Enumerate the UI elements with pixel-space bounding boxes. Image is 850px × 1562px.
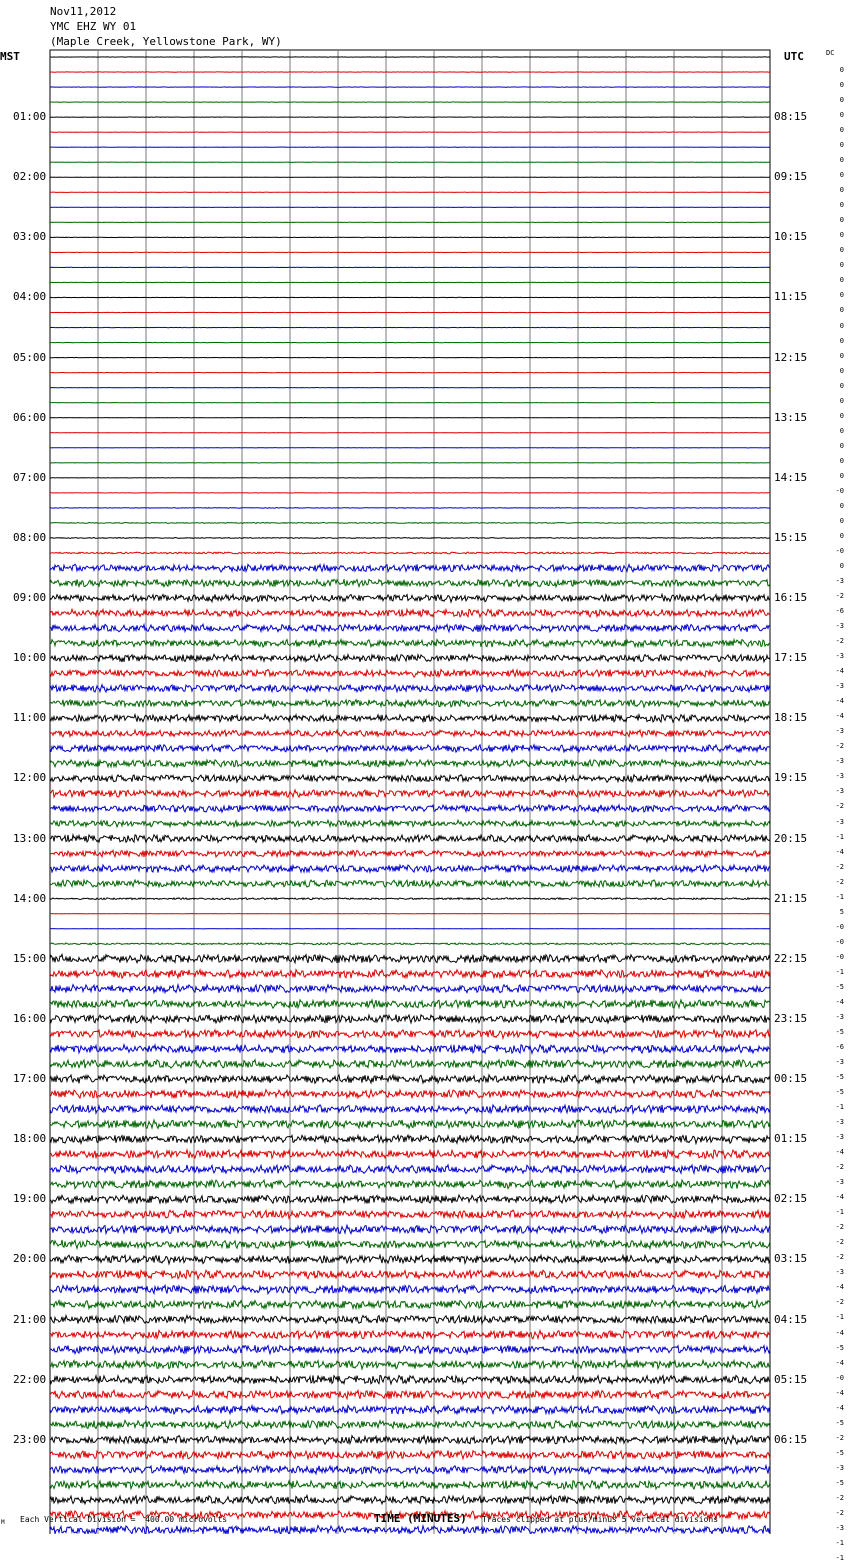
- trace-row: [50, 1375, 770, 1384]
- dc-offset: 0: [840, 502, 844, 510]
- dc-offset: 0: [840, 382, 844, 390]
- trace-row: [50, 1135, 770, 1143]
- utc-hour-label: 03:15: [774, 1253, 807, 1265]
- utc-hour-label: 21:15: [774, 893, 807, 905]
- mst-hour-label: 05:00: [13, 352, 46, 364]
- trace-row: [50, 715, 770, 723]
- dc-offset: -4: [836, 1404, 844, 1412]
- dc-offset: 0: [840, 397, 844, 405]
- mst-hour-label: 17:00: [13, 1073, 46, 1085]
- dc-offset: -3: [836, 682, 844, 690]
- dc-offset: 0: [840, 246, 844, 254]
- trace-row: [50, 790, 770, 798]
- dc-offset: -2: [836, 863, 844, 871]
- trace-row: [50, 943, 770, 945]
- dc-offset: -3: [836, 1464, 844, 1472]
- trace-row: [50, 1195, 770, 1204]
- utc-hour-label: 20:15: [774, 833, 807, 845]
- utc-hour-label: 09:15: [774, 171, 807, 183]
- trace-row: [50, 850, 770, 857]
- utc-hour-label: 23:15: [774, 1013, 807, 1025]
- dc-label: DC: [826, 49, 834, 57]
- utc-hour-label: 05:15: [774, 1374, 807, 1386]
- mst-hour-label: 13:00: [13, 833, 46, 845]
- mst-hour-label: 11:00: [13, 712, 46, 724]
- trace-row: [50, 865, 770, 873]
- trace-row: [50, 609, 770, 617]
- dc-offset: -2: [836, 1509, 844, 1517]
- trace-row: [50, 954, 770, 963]
- dc-offset: -2: [836, 637, 844, 645]
- trace-row: [50, 1105, 770, 1114]
- dc-offset: -1: [836, 833, 844, 841]
- trace-row: [50, 1526, 770, 1534]
- trace-row: [50, 985, 770, 993]
- dc-offset: -3: [836, 1058, 844, 1066]
- utc-hour-label: 00:15: [774, 1073, 807, 1085]
- dc-offset: -4: [836, 1193, 844, 1201]
- dc-offset: -3: [836, 727, 844, 735]
- trace-row: [50, 237, 770, 238]
- dc-offset: -5: [836, 1479, 844, 1487]
- dc-offset: -4: [836, 1148, 844, 1156]
- trace-row: [50, 1390, 770, 1399]
- dc-offset: 0: [840, 306, 844, 314]
- utc-hour-label: 16:15: [774, 592, 807, 604]
- dc-offset: 0: [840, 186, 844, 194]
- utc-hour-label: 19:15: [774, 772, 807, 784]
- dc-offset: 0: [840, 322, 844, 330]
- dc-offset: 0: [840, 156, 844, 164]
- trace-row: [50, 1030, 770, 1039]
- trace-row: [50, 1120, 770, 1129]
- dc-offset: -3: [836, 577, 844, 585]
- dc-offset: 0: [840, 201, 844, 209]
- trace-row: [50, 1075, 770, 1084]
- dc-offset: -5: [836, 983, 844, 991]
- trace-row: [50, 1255, 770, 1264]
- mst-hour-label: 16:00: [13, 1013, 46, 1025]
- dc-offset: -1: [836, 1208, 844, 1216]
- dc-offset: -1: [836, 893, 844, 901]
- dc-offset: -0: [836, 1374, 844, 1382]
- date-title: Nov11,2012: [50, 5, 116, 18]
- dc-offset: -4: [836, 1329, 844, 1337]
- dc-offset: -2: [836, 1238, 844, 1246]
- trace-row: [50, 523, 770, 524]
- dc-offset: -1: [836, 1103, 844, 1111]
- trace-row: [50, 700, 770, 708]
- utc-hour-label: 10:15: [774, 231, 807, 243]
- dc-offset: 0: [840, 442, 844, 450]
- dc-offset: -3: [836, 622, 844, 630]
- mst-hour-label: 20:00: [13, 1253, 46, 1265]
- utc-hour-label: 11:15: [774, 291, 807, 303]
- dc-offset: -4: [836, 667, 844, 675]
- trace-row: [50, 594, 770, 602]
- trace-row: [50, 1270, 770, 1279]
- trace-row: [50, 1090, 770, 1099]
- mst-hour-label: 15:00: [13, 953, 46, 965]
- mst-hour-label: 12:00: [13, 772, 46, 784]
- dc-offset: -3: [836, 772, 844, 780]
- trace-row: [50, 760, 770, 768]
- dc-offset: -6: [836, 607, 844, 615]
- mst-hour-label: 08:00: [13, 532, 46, 544]
- mst-hour-label: 07:00: [13, 472, 46, 484]
- utc-hour-label: 17:15: [774, 652, 807, 664]
- utc-hour-label: 22:15: [774, 953, 807, 965]
- mst-hour-label: 04:00: [13, 291, 46, 303]
- seismic-traces: [50, 57, 770, 1534]
- trace-row: [50, 1436, 770, 1445]
- dc-offset: 5: [840, 908, 844, 916]
- mst-hour-label: 06:00: [13, 412, 46, 424]
- utc-hour-label: 13:15: [774, 412, 807, 424]
- dc-offset: 0: [840, 261, 844, 269]
- dc-offset: -3: [836, 1524, 844, 1532]
- dc-offset: 0: [840, 66, 844, 74]
- dc-offset: -5: [836, 1419, 844, 1427]
- dc-offset: -1: [836, 1554, 844, 1562]
- trace-row: [50, 805, 770, 812]
- dc-offset: -2: [836, 1253, 844, 1261]
- dc-offset: -5: [836, 1073, 844, 1081]
- dc-offset: 0: [840, 352, 844, 360]
- trace-row: [50, 1000, 770, 1009]
- dc-offset: -2: [836, 1223, 844, 1231]
- mst-hour-label: 01:00: [13, 111, 46, 123]
- utc-hour-label: 01:15: [774, 1133, 807, 1145]
- dc-offset: -2: [836, 802, 844, 810]
- trace-row: [50, 1406, 770, 1414]
- dc-offset: -3: [836, 757, 844, 765]
- dc-offset: -0: [836, 923, 844, 931]
- mst-hour-label: 03:00: [13, 231, 46, 243]
- trace-row: [50, 1150, 770, 1159]
- mst-hour-label: 23:00: [13, 1434, 46, 1446]
- dc-offset: -1: [836, 1539, 844, 1547]
- dc-offset: -5: [836, 1449, 844, 1457]
- dc-offset: 0: [840, 126, 844, 134]
- trace-row: [50, 508, 770, 509]
- dc-offset: -3: [836, 1133, 844, 1141]
- trace-row: [50, 898, 770, 900]
- trace-row: [50, 745, 770, 753]
- dc-offset: 0: [840, 412, 844, 420]
- trace-row: [50, 1451, 770, 1459]
- dc-offset: -4: [836, 1283, 844, 1291]
- trace-row: [50, 970, 770, 979]
- dc-offset: -0: [836, 547, 844, 555]
- utc-hour-label: 15:15: [774, 532, 807, 544]
- trace-row: [50, 1420, 770, 1428]
- dc-offset: -0: [836, 487, 844, 495]
- dc-offset: 0: [840, 111, 844, 119]
- dc-offset: -2: [836, 1298, 844, 1306]
- trace-row: [50, 654, 770, 662]
- dc-offset: -2: [836, 1434, 844, 1442]
- dc-offset: -2: [836, 1494, 844, 1502]
- dc-offset: -3: [836, 818, 844, 826]
- mst-hour-label: 14:00: [13, 893, 46, 905]
- utc-hour-label: 14:15: [774, 472, 807, 484]
- station-title: YMC EHZ WY 01: [50, 20, 136, 33]
- trace-row: [50, 1225, 770, 1233]
- trace-row: [50, 670, 770, 678]
- dc-offset: -3: [836, 1178, 844, 1186]
- dc-offset: -2: [836, 592, 844, 600]
- trace-row: [50, 640, 770, 648]
- trace-row: [50, 624, 770, 632]
- trace-row: [50, 538, 770, 539]
- corner-mark: M: [1, 1518, 5, 1528]
- dc-offset: -4: [836, 712, 844, 720]
- trace-row: [50, 835, 770, 843]
- trace-row: [50, 1481, 770, 1490]
- scale-note: Each Vertical Division = 400.00 microvolts: [20, 1515, 227, 1525]
- trace-row: [50, 684, 770, 692]
- utc-hour-label: 02:15: [774, 1193, 807, 1205]
- dc-offset: 0: [840, 96, 844, 104]
- dc-offset: -2: [836, 878, 844, 886]
- trace-row: [50, 1330, 770, 1339]
- dc-offset: -3: [836, 1268, 844, 1276]
- dc-offset: 0: [840, 367, 844, 375]
- mst-hour-label: 09:00: [13, 592, 46, 604]
- mst-hour-label: 18:00: [13, 1133, 46, 1145]
- trace-row: [50, 1240, 770, 1249]
- dc-offset: 0: [840, 231, 844, 239]
- utc-hour-label: 06:15: [774, 1434, 807, 1446]
- trace-row: [50, 1060, 770, 1069]
- trace-row: [50, 1345, 770, 1354]
- utc-hour-label: 08:15: [774, 111, 807, 123]
- dc-offset: 0: [840, 337, 844, 345]
- trace-row: [50, 730, 770, 737]
- dc-offset: -4: [836, 998, 844, 1006]
- trace-row: [50, 1285, 770, 1293]
- dc-offset: -4: [836, 697, 844, 705]
- utc-hour-label: 18:15: [774, 712, 807, 724]
- trace-row: [50, 1496, 770, 1505]
- dc-offset: 0: [840, 457, 844, 465]
- utc-hour-label: 04:15: [774, 1314, 807, 1326]
- trace-row: [50, 552, 770, 554]
- trace-row: [50, 1015, 770, 1023]
- trace-row: [50, 775, 770, 783]
- dc-offset: -6: [836, 1043, 844, 1051]
- trace-row: [50, 880, 770, 887]
- dc-offset: 0: [840, 291, 844, 299]
- dc-offset: -1: [836, 968, 844, 976]
- dc-offset: 0: [840, 562, 844, 570]
- trace-row: [50, 1300, 770, 1309]
- trace-row: [50, 579, 770, 587]
- dc-offset: -3: [836, 1013, 844, 1021]
- trace-row: [50, 1165, 770, 1174]
- mst-hour-label: 21:00: [13, 1314, 46, 1326]
- mst-hour-label: 10:00: [13, 652, 46, 664]
- mst-label: MST: [0, 51, 20, 63]
- dc-offset: -0: [836, 953, 844, 961]
- trace-row: [50, 564, 770, 572]
- dc-offset: -5: [836, 1088, 844, 1096]
- dc-offset: -3: [836, 1118, 844, 1126]
- dc-offset: -4: [836, 1359, 844, 1367]
- clip-note: Traces clipped at plus/minus 5 vertical divisions: [482, 1515, 718, 1525]
- dc-offset: -2: [836, 1163, 844, 1171]
- trace-row: [50, 1466, 770, 1475]
- dc-offset: 0: [840, 517, 844, 525]
- mst-hour-label: 22:00: [13, 1374, 46, 1386]
- dc-offset: 0: [840, 216, 844, 224]
- dc-offset: 0: [840, 171, 844, 179]
- dc-offset: -4: [836, 848, 844, 856]
- dc-offset: -3: [836, 787, 844, 795]
- dc-offset: 0: [840, 276, 844, 284]
- dc-offset: 0: [840, 532, 844, 540]
- dc-offset: -3: [836, 652, 844, 660]
- trace-row: [50, 820, 770, 827]
- dc-offset: -2: [836, 742, 844, 750]
- utc-hour-label: 12:15: [774, 352, 807, 364]
- mst-hour-label: 02:00: [13, 171, 46, 183]
- location-title: (Maple Creek, Yellowstone Park, WY): [50, 35, 282, 48]
- dc-offset: -0: [836, 938, 844, 946]
- x-axis-title: TIME (MINUTES): [374, 1513, 467, 1525]
- trace-row: [50, 1180, 770, 1189]
- dc-offset: 0: [840, 141, 844, 149]
- dc-offset: 0: [840, 427, 844, 435]
- dc-offset: -5: [836, 1028, 844, 1036]
- trace-row: [50, 1210, 770, 1219]
- trace-row: [50, 1045, 770, 1054]
- mst-hour-label: 19:00: [13, 1193, 46, 1205]
- dc-offset: 0: [840, 81, 844, 89]
- trace-row: [50, 1360, 770, 1369]
- dc-offset: 0: [840, 472, 844, 480]
- dc-offset: -4: [836, 1389, 844, 1397]
- dc-offset: -5: [836, 1344, 844, 1352]
- dc-offset: -1: [836, 1313, 844, 1321]
- utc-label: UTC: [784, 51, 804, 63]
- trace-row: [50, 1315, 770, 1323]
